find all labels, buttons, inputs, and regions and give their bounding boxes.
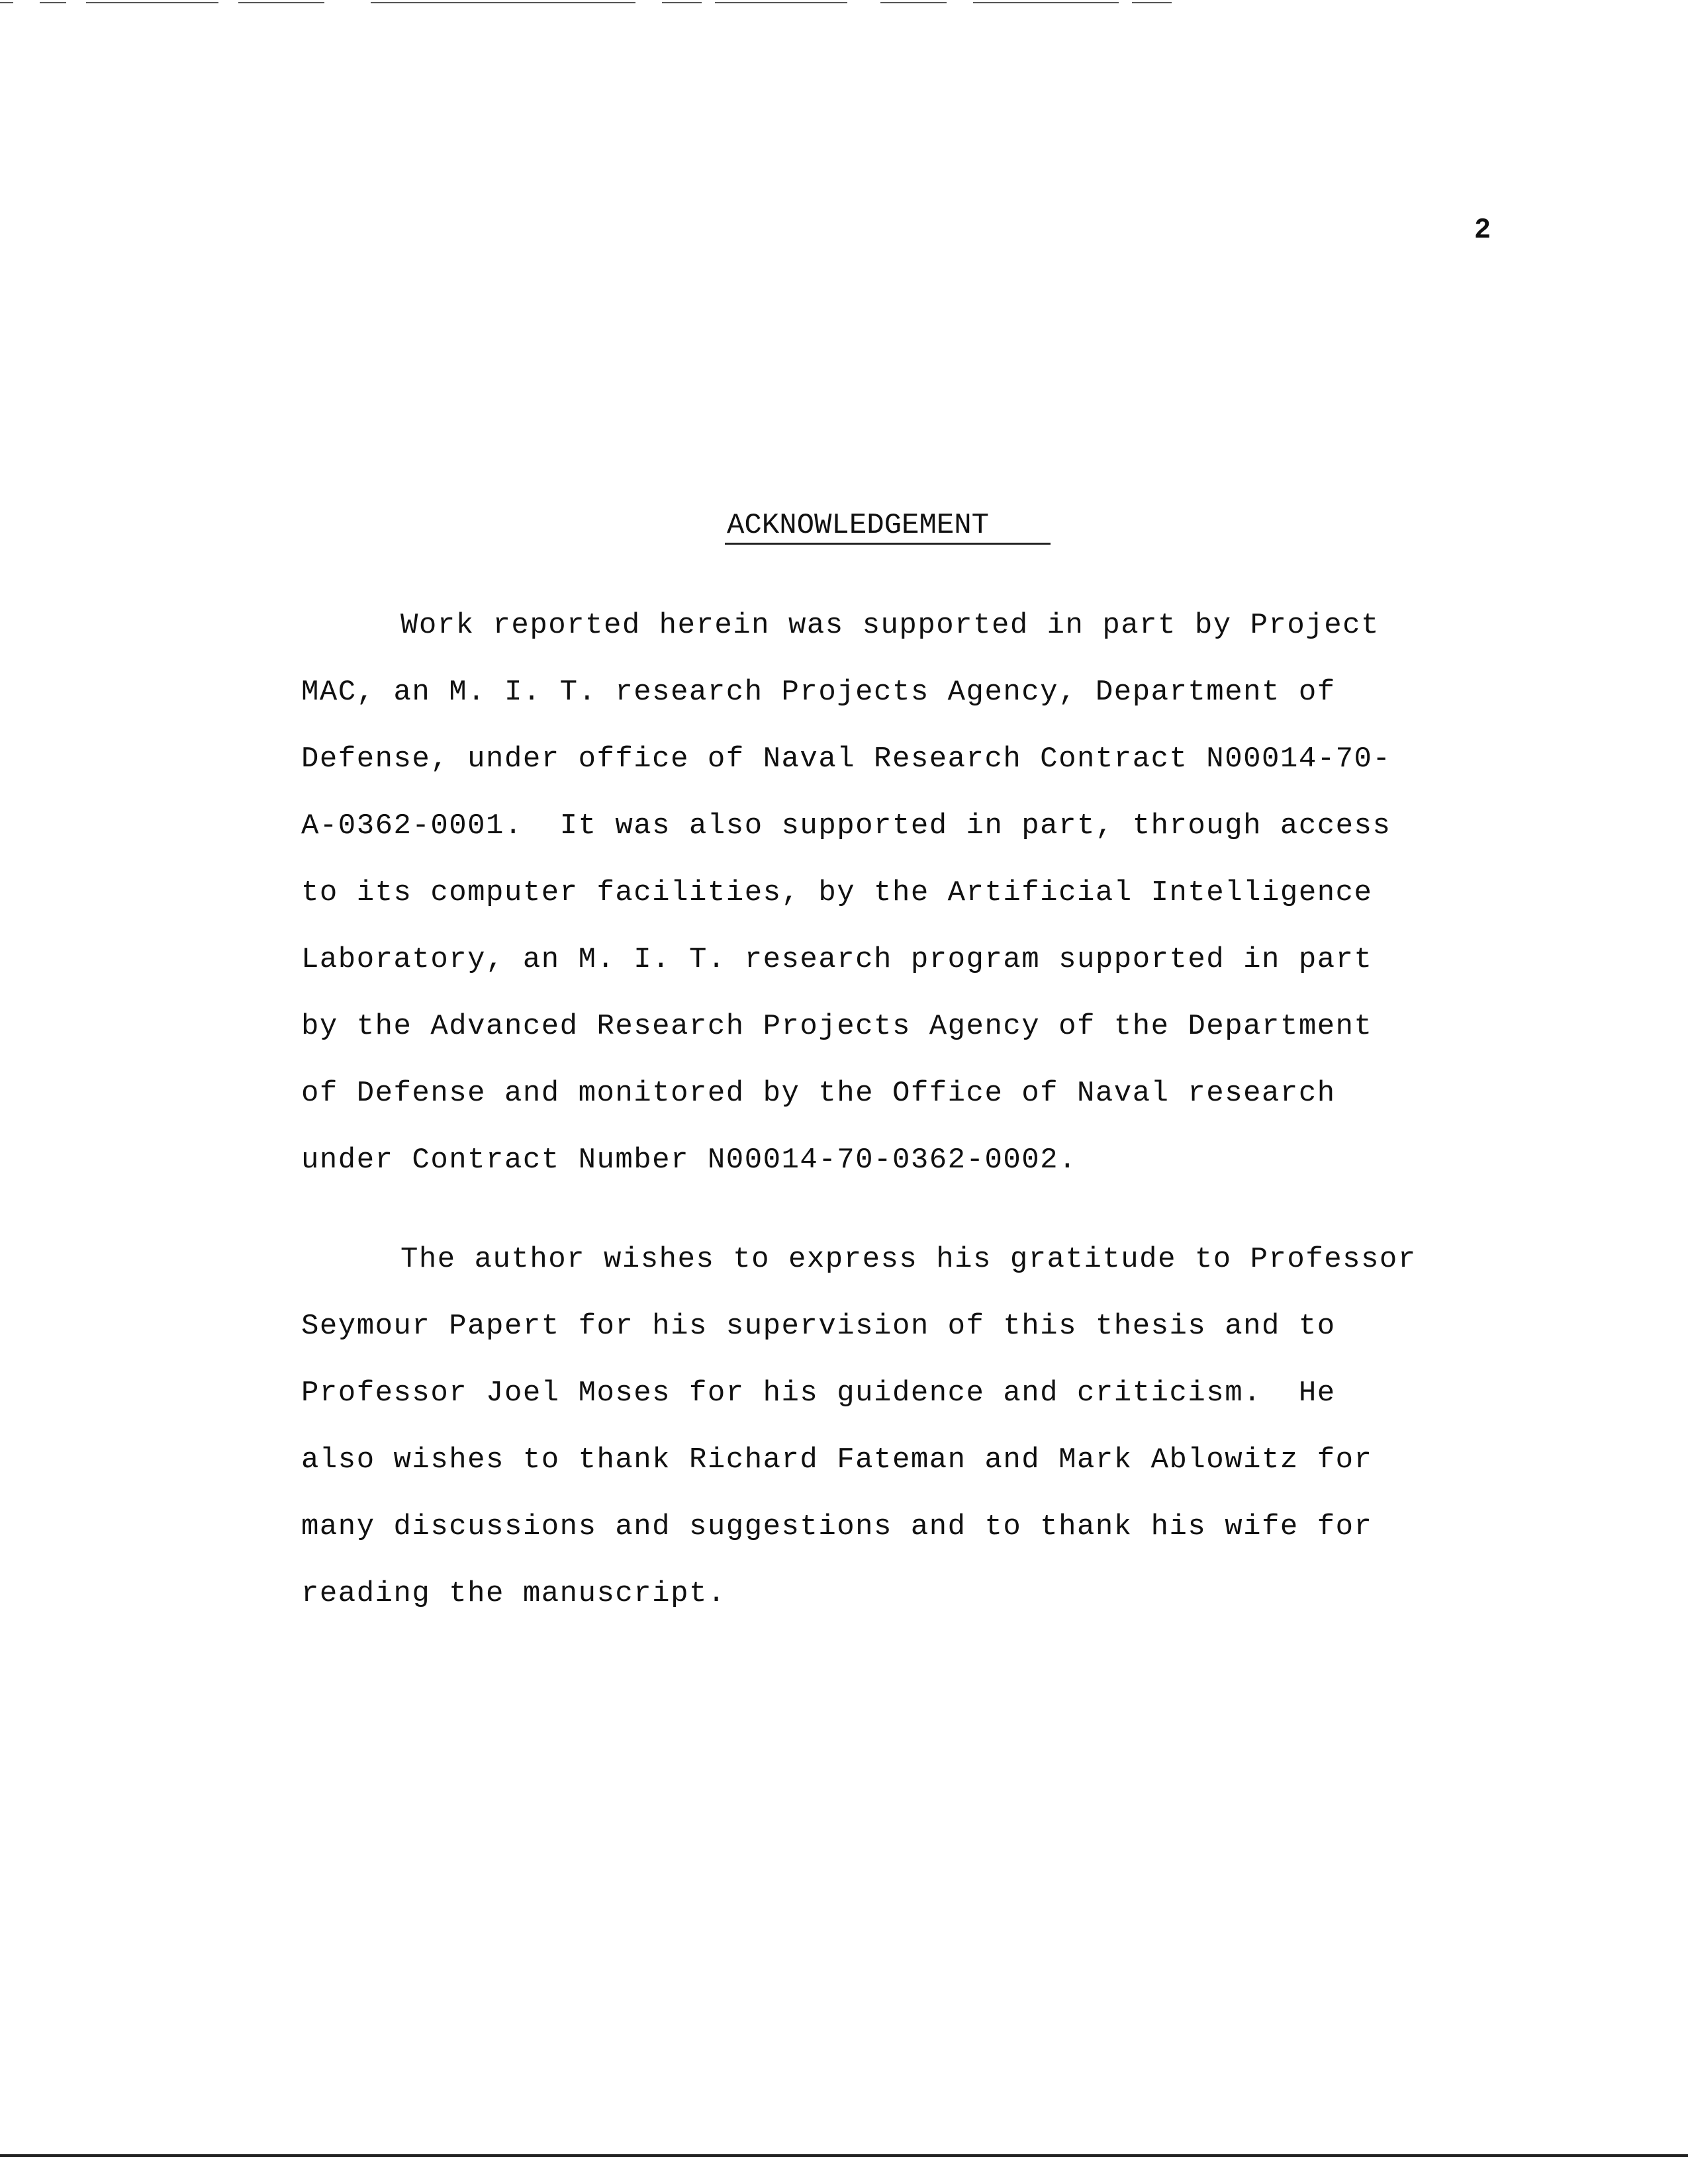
text-line: Laboratory, an M. I. T. research program supported in part	[301, 943, 1373, 976]
scan-artifact-top	[0, 0, 1688, 7]
scan-artifact-bottom-rule	[0, 2154, 1688, 2157]
text-line: to its computer facilities, by the Artificial Intelligence	[301, 876, 1373, 909]
text-line: MAC, an M. I. T. research Projects Agency, Department of	[301, 676, 1336, 709]
text-line: Seymour Papert for his supervision of this thesis and to	[301, 1310, 1336, 1343]
paragraph-gratitude	[301, 1226, 1546, 1627]
text-line: under Contract Number N00014-70-0362-0002.	[301, 1144, 1077, 1177]
text-line: Professor Joel Moses for his guidence and criticism. He	[301, 1377, 1336, 1410]
text-line: of Defense and monitored by the Office of Naval research	[301, 1077, 1336, 1110]
text-line: reading the manuscript.	[301, 1577, 726, 1610]
text-line: Work reported herein was supported in part by Project	[400, 609, 1380, 642]
heading-underline	[725, 543, 1051, 545]
paragraph-funding	[301, 592, 1546, 1194]
text-line: also wishes to thank Richard Fateman and Mark Ablowitz for	[301, 1443, 1373, 1477]
text-line: The author wishes to express his gratitude to Professor	[400, 1243, 1417, 1276]
text-line: A-0362-0001. It was also supported in part, through access	[301, 809, 1391, 842]
page-number: 2	[1475, 212, 1491, 244]
text-line: many discussions and suggestions and to thank his wife for	[301, 1510, 1373, 1543]
text-line: Defense, under office of Naval Research Contract N00014-70-	[301, 743, 1391, 776]
page-title: ACKNOWLEDGEMENT	[727, 509, 990, 542]
text-line: by the Advanced Research Projects Agency of the Department	[301, 1010, 1373, 1043]
